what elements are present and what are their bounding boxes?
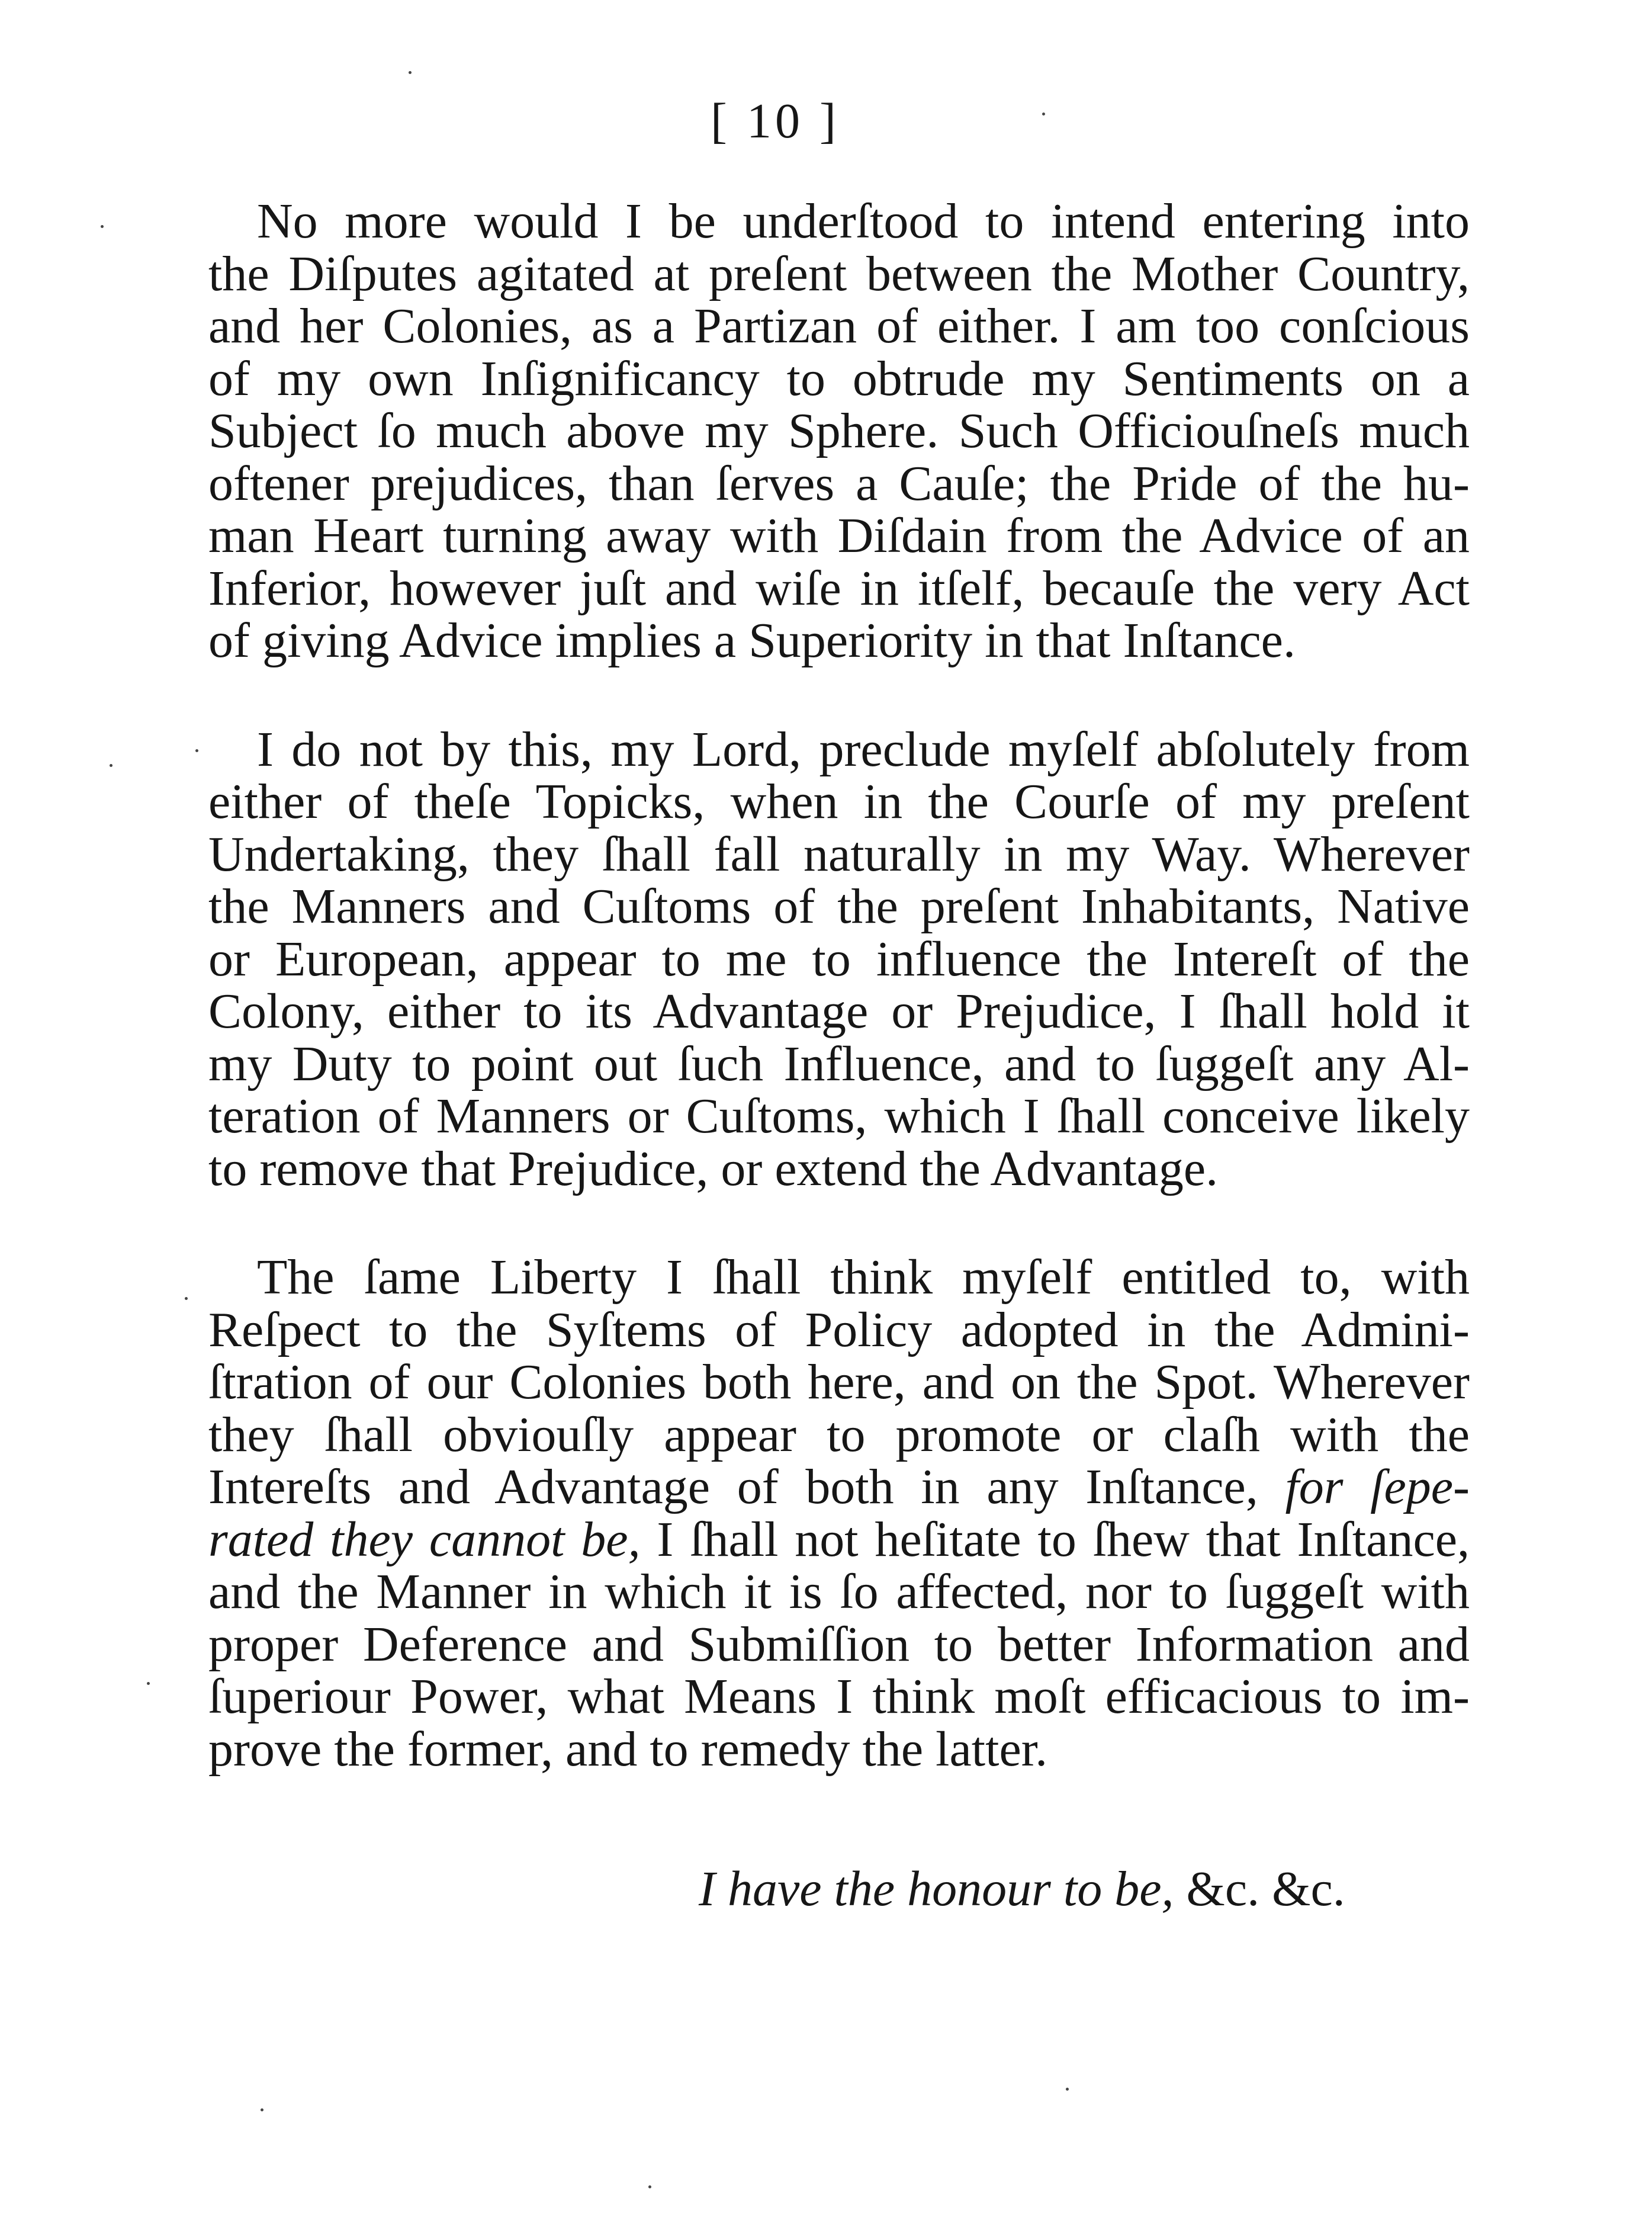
page-number: [ 10 ] bbox=[711, 94, 840, 149]
body-text bbox=[208, 195, 1470, 1776]
text-line: of my own Inſignificancy to obtrude my Sentiments on a bbox=[208, 351, 1470, 406]
paper-speck bbox=[195, 749, 198, 752]
text-line: of giving Advice implies a Superiority in that Inſtance. bbox=[208, 613, 1296, 668]
paper-speck bbox=[185, 1297, 188, 1300]
paper-speck bbox=[1042, 113, 1045, 115]
text-line bbox=[208, 1461, 1470, 1514]
closing-italic: I have the honour to be, bbox=[699, 1861, 1174, 1917]
text-line: proper Deference and Submiſſion to better Information and bbox=[208, 1616, 1470, 1672]
paragraph-gap bbox=[208, 667, 1470, 724]
text-line: Undertaking, they ſhall fall naturally in my Way. Wherever bbox=[208, 826, 1470, 882]
text-line: The ſame Liberty I ſhall think myſelf entitled to, with bbox=[257, 1250, 1470, 1305]
text-line: and her Colonies, as a Partizan of either. I am too conſcious bbox=[208, 298, 1470, 354]
text-line: No more would I be underſtood to intend entering into bbox=[257, 194, 1470, 249]
text-line: they ſhall obviouſly appear to promote or claſh with the bbox=[208, 1407, 1470, 1462]
paper-speck bbox=[261, 2108, 263, 2111]
paper-speck bbox=[110, 764, 113, 767]
text-line: my Duty to point out ſuch Influence, and to ſuggeſt any Al- bbox=[208, 1036, 1470, 1092]
paper-speck bbox=[101, 225, 104, 228]
text-roman: I ſhall not heſitate to ſhew that Inſtance, bbox=[657, 1511, 1470, 1567]
text-line: Colony, either to its Advantage or Prejudice, I ſhall hold it bbox=[208, 984, 1470, 1039]
text-line: either of theſe Topicks, when in the Courſe of my preſent bbox=[208, 774, 1470, 829]
text-line: to remove that Prejudice, or extend the Advantage. bbox=[208, 1141, 1219, 1196]
text-roman: Intereſts and Advantage of both in any Inſtance, bbox=[208, 1459, 1258, 1514]
text-line bbox=[208, 1511, 1470, 1567]
text-line: man Heart turning away with Diſdain from the Advice of an bbox=[208, 508, 1470, 563]
text-line: oftener prejudices, than ſerves a Cauſe; the Pride of the hu- bbox=[208, 455, 1470, 511]
paper-speck bbox=[409, 71, 412, 74]
text-line: or European, appear to me to influence the Intereſt of the bbox=[208, 931, 1470, 987]
paper-speck bbox=[648, 2185, 651, 2188]
text-line: I do not by this, my Lord, preclude myſelf abſolutely from bbox=[257, 721, 1470, 777]
text-line: the Diſputes agitated at preſent between the Mother Country, bbox=[208, 246, 1470, 301]
text-line: prove the former, and to remedy the latter. bbox=[208, 1721, 1048, 1777]
text-line: ſtration of our Colonies both here, and on the Spot. Wherever bbox=[208, 1354, 1470, 1410]
text-italic: for ſepe- bbox=[1285, 1459, 1470, 1514]
text-line: Inferior, however juſt and wiſe in itſelf, becauſe the very Act bbox=[208, 560, 1470, 616]
text-italic: rated they cannot be, bbox=[208, 1511, 641, 1567]
paragraph-2 bbox=[208, 721, 1470, 1196]
paragraph-1 bbox=[208, 195, 1470, 667]
text-line: teration of Manners or Cuſtoms, which I ſhall conceive likely bbox=[208, 1089, 1470, 1144]
text-line: Subject ſo much above my Sphere. Such Officiouſneſs much bbox=[208, 403, 1470, 458]
paper-speck bbox=[1066, 2088, 1069, 2091]
closing-etc: &c. &c. bbox=[1186, 1861, 1345, 1917]
text-line: and the Manner in which it is ſo affected, nor to ſuggeſt with bbox=[208, 1564, 1470, 1619]
paragraph-3 bbox=[208, 1251, 1470, 1776]
text-line: the Manners and Cuſtoms of the preſent Inhabitants, Native bbox=[208, 879, 1470, 934]
paragraph-gap bbox=[208, 1195, 1470, 1251]
text-line: Reſpect to the Syſtems of Policy adopted in the Admini- bbox=[208, 1302, 1470, 1357]
closing-line bbox=[699, 1860, 1409, 1919]
paper-speck bbox=[147, 1682, 150, 1685]
text-line: ſuperiour Power, what Means I think moſt efficacious to im- bbox=[208, 1669, 1470, 1724]
